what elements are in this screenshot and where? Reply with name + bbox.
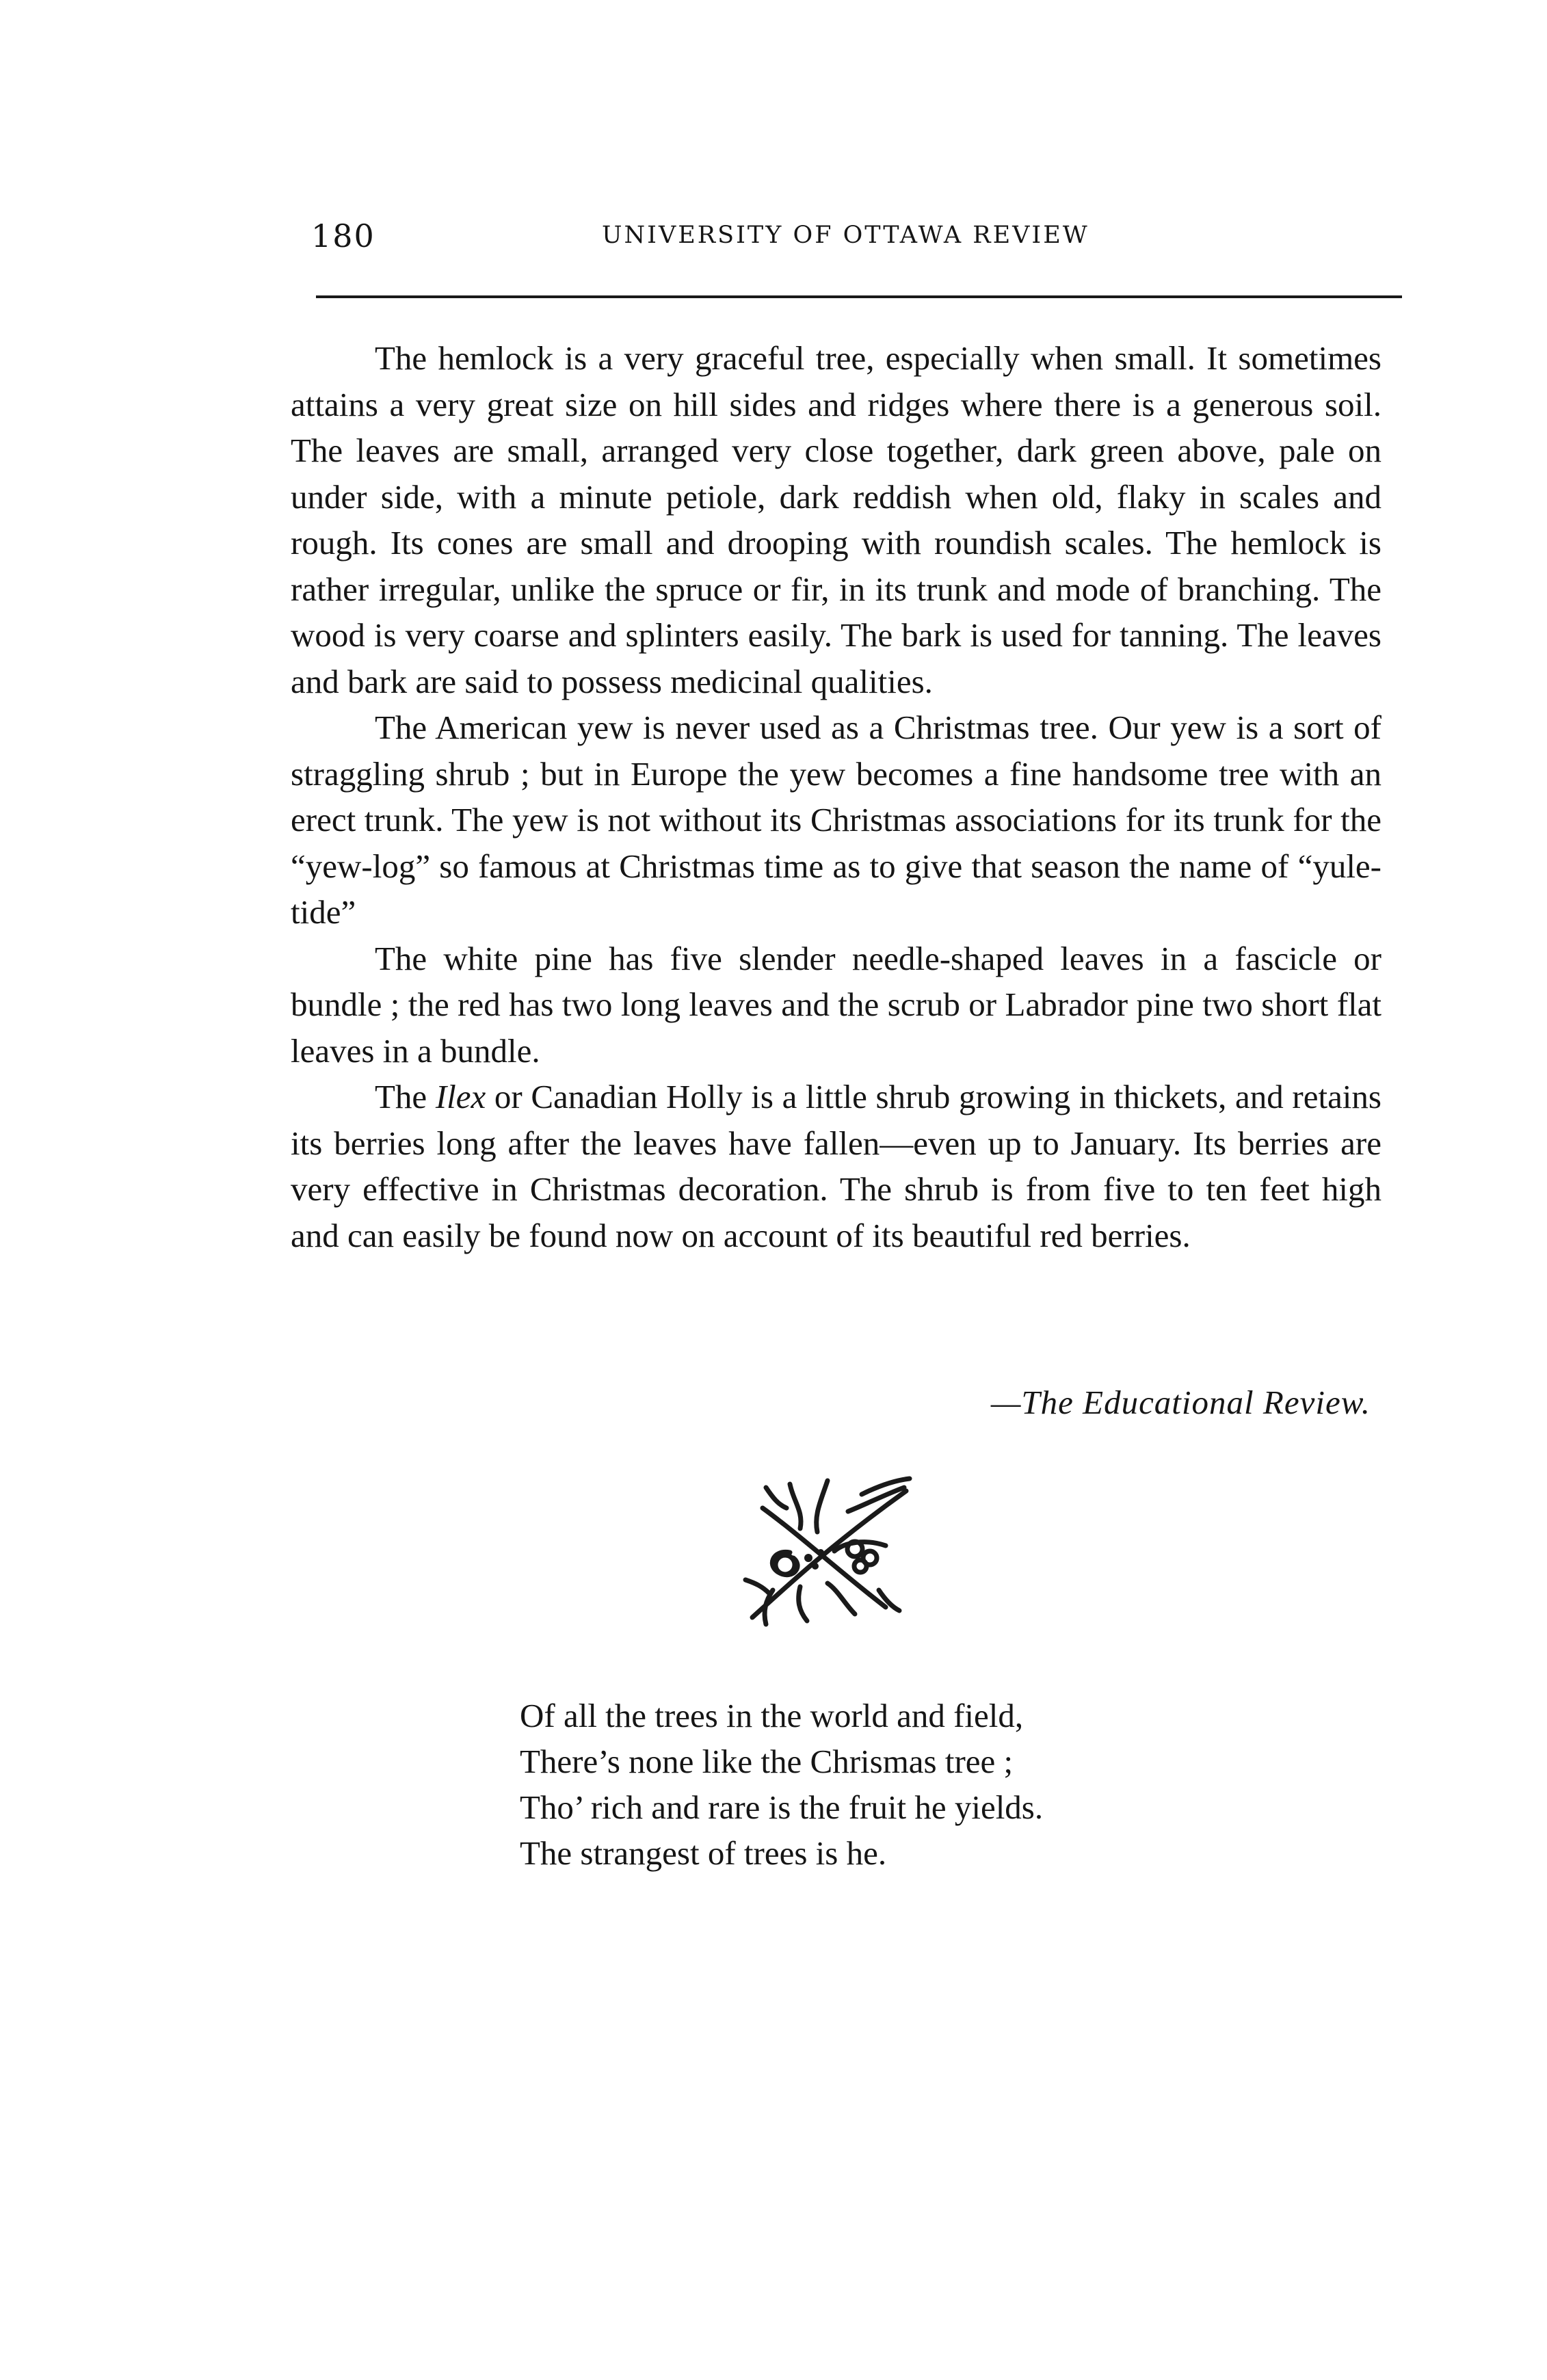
poem-line: Tho’ rich and rare is the fruit he yields. <box>520 1788 1044 1826</box>
page-header <box>311 217 1405 259</box>
paragraph-hemlock: The hemlock is a very graceful tree, especially when small. It sometimes attains a very great size on hill sides and ridges where there is a generous soil. The leaves are small, arranged very close together, dark green above, pale on under side, with a minute petiole, dark reddish when old, flaky in scales and rough. Its cones are small and drooping with roundish scales. The hemlock is rather irregular, unlike the spruce or fir, in its trunk and mode of branching. The wood is very coarse and splinters easily. The bark is used for tanning. The leaves and bark are said to possess medicinal qualities. <box>291 339 1381 700</box>
ilex-italic-term: Ilex <box>435 1078 486 1115</box>
paragraph-yew: The American yew is never used as a Christmas tree. Our yew is a sort of straggling shrub ; but in Europe the yew becomes a fine handsome tree with an erect trunk. The yew is not without its Christmas associations for its trunk for the “yew-log” so famous at Christmas time as to give that season the name of “yule-tide” <box>291 709 1381 931</box>
poem-line: Of all the trees in the world and field, <box>520 1697 1024 1734</box>
running-title: UNIVERSITY OF OTTAWA REVIEW <box>602 222 1089 249</box>
paragraph-ilex <box>291 1074 1381 1258</box>
paragraph-pine: The white pine has five slender needle-shaped leaves in a fascicle or bundle ; the red has two long leaves and the scrub or Labrador pine two short flat leaves in a bundle. <box>291 939 1381 1070</box>
page-number: 180 <box>311 217 375 254</box>
poem-line: There’s none like the Chrismas tree ; <box>520 1743 1014 1780</box>
ilex-text-before: The <box>375 1078 436 1115</box>
holly-sprig-ornament-icon <box>725 1470 923 1635</box>
poem <box>520 1693 1272 1876</box>
header-rule <box>316 295 1402 298</box>
poem-line: The strangest of trees is he. <box>520 1834 887 1872</box>
ilex-text-after: or Canadian Holly is a little shrub growing in thickets, and retains its berries long after the leaves have fallen—even up to January. Its berries are very effective in Christmas decoration. The shrub is from five to ten feet high and can easily be found now on account of its beautiful red berries. <box>291 1078 1381 1254</box>
article-body <box>291 335 1381 1258</box>
source-attribution: —The Educational Review. <box>990 1384 1371 1421</box>
